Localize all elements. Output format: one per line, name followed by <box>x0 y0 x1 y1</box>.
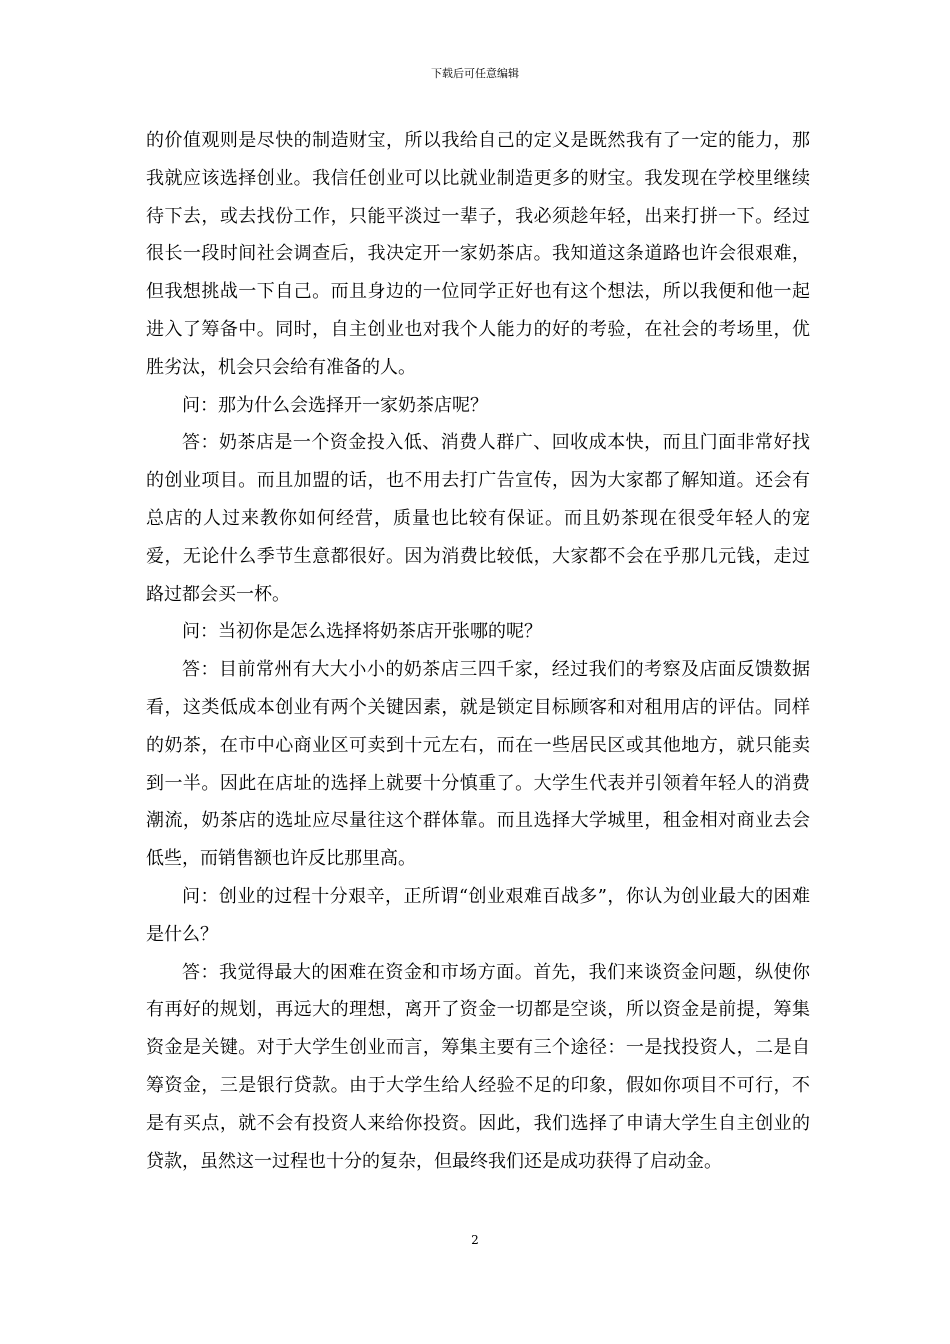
paragraph-question: 问：当初你是怎么选择将奶茶店开张哪的呢？ <box>182 621 542 643</box>
paragraph-answer: 答：我觉得最大的困难在资金和市场方面。首先，我们来谈资金问题，纵使你有再好的规划，再远大的理想，离开了资金一切都是空谈，所以资金是前提，筹集资金是关键。对于大学生创业而言，筹集主要有三个途径：一是找投资人，二是自筹资金，三是银行贷款。由于大学生给人经验不足的印象，假如你项目不可行，不是有买点，就不会有投资人来给你投资。因此，我们选择了申请大学生自主创业的贷款，虽然这一过程也十分的复杂，但最终我们还是成功获得了启动金。 <box>146 961 810 1172</box>
paragraph-continuation: 的价值观则是尽快的制造财宝，所以我给自己的定义是既然我有了一定的能力，那我就应该选择创业。我信任创业可以比就业制造更多的财宝。我发现在学校里继续待下去，或去找份工作，只能平淡过一辈子，我必须趁年轻，出来打拼一下。经过很长一段时间社会调查后，我决定开一家奶茶店。我知道这条道路也许会很艰难，但我想挑战一下自己。而且身边的一位同学正好也有这个想法，所以我便和他一起进入了筹备中。同时，自主创业也对我个人能力的好的考验，在社会的考场里，优胜劣汰，机会只会给有准备的人。 <box>146 130 810 378</box>
paragraph-answer: 答：奶茶店是一个资金投入低、消费人群广、回收成本快，而且门面非常好找的创业项目。而且加盟的话，也不用去打广告宣传，因为大家都了解知道。还会有总店的人过来教你如何经营，质量也比较有保证。而且奶茶现在很受年轻人的宠爱，无论什么季节生意都很好。因为消费比较低，大家都不会在乎那几元钱，走过路过都会买一杯。 <box>146 432 810 605</box>
paragraph-question: 问：创业的过程十分艰辛，正所谓“创业艰难百战多”，你认为创业最大的困难是什么？ <box>146 885 810 945</box>
paragraph-question: 问：那为什么会选择开一家奶茶店呢？ <box>182 394 488 416</box>
document-body <box>146 122 810 1180</box>
page-header: 下载后可任意编辑 <box>431 67 519 80</box>
paragraph-answer: 答：目前常州有大大小小的奶茶店三四千家，经过我们的考察及店面反馈数据看，这类低成本创业有两个关键因素，就是锁定目标顾客和对租用店的评估。同样的奶茶，在市中心商业区可卖到十元左右，而在一些居民区或其他地方，就只能卖到一半。因此在店址的选择上就要十分慎重了。大学生代表并引领着年轻人的消费潮流，奶茶店的选址应尽量往这个群体靠。而且选择大学城里，租金相对商业去会低些，而销售额也许反比那里高。 <box>146 659 810 870</box>
page-number: 2 <box>471 1233 479 1247</box>
